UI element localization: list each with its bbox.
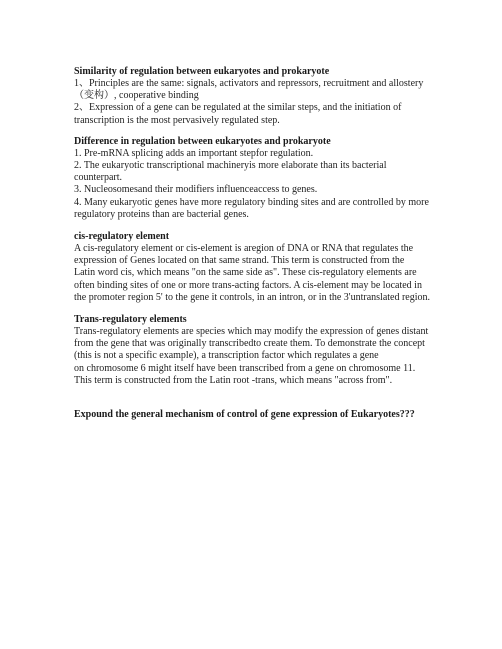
section-trans-regulatory — [74, 314, 434, 387]
section-heading: cis-regulatory element — [74, 231, 170, 243]
section-difference — [74, 136, 434, 221]
body-line: 4. Many eukaryotic genes have more regulatory binding sites and are controlled by more — [74, 196, 429, 208]
body-line: 1、Principles are the same: signals, activators and repressors, recruitment and allostery — [74, 78, 424, 89]
body-line: 3. Nucleosomesand their modifiers influenceaccess to genes. — [74, 184, 318, 196]
body-line: 1. Pre-mRNA splicing adds an important stepfor regulation. — [74, 147, 314, 159]
body-line: counterpart. — [74, 172, 123, 184]
body-line: transcription is the most pervasively regulated step. — [74, 114, 280, 126]
body-line: A cis-regulatory element or cis-element is aregion of DNA or RNA that regulates the — [74, 243, 414, 255]
section-heading: Difference in regulation between eukaryotes and prokaryote — [74, 135, 331, 147]
body-line: 2. The eukaryotic transcriptional machineryis more elaborate than its bacterial — [74, 160, 387, 172]
spacer — [74, 127, 434, 136]
spacer — [74, 304, 434, 314]
section-heading: Trans-regulatory elements — [74, 314, 187, 326]
body-line: Latin word cis, which means "on the same side as". These cis-regulatory elements are — [74, 267, 417, 279]
section-cis-regulatory — [74, 231, 434, 304]
body-line: （变构）, cooperative binding — [74, 90, 199, 102]
body-line: (this is not a specific example), a transcription factor which regulates a gene — [74, 350, 379, 362]
body-line: 2、Expression of a gene can be regulated at the similar steps, and the initiation of — [74, 102, 402, 114]
body-line: Trans-regulatory elements are species which may modify the expression of genes distant — [74, 326, 429, 338]
spacer — [74, 387, 434, 409]
body-line: from the gene that was originally transcribedto create them. To demonstrate the concept — [74, 338, 425, 350]
document-page — [74, 66, 434, 421]
body-line: on chromosome 6 might itself have been transcribed from a gene on chromosome 11. — [74, 362, 416, 374]
body-line: often binding sites of one or more trans-acting factors. A cis-element may be located in — [74, 279, 422, 291]
body-line: expression of Genes located on that same strand. This term is constructed from the — [74, 255, 405, 267]
body-line: the promoter region 5' to the gene it controls, in an intron, or in the 3'untranslated region. — [74, 291, 431, 303]
body-line: regulatory proteins than are bacterial genes. — [74, 208, 249, 220]
section-heading: Similarity of regulation between eukaryotes and prokaryote — [74, 66, 330, 77]
body-line: This term is constructed from the Latin root -trans, which means "across from". — [74, 374, 393, 386]
question-heading: Expound the general mechanism of control of gene expression of Eukaryotes??? — [74, 409, 415, 421]
section-similarity — [74, 66, 434, 127]
spacer — [74, 221, 434, 231]
